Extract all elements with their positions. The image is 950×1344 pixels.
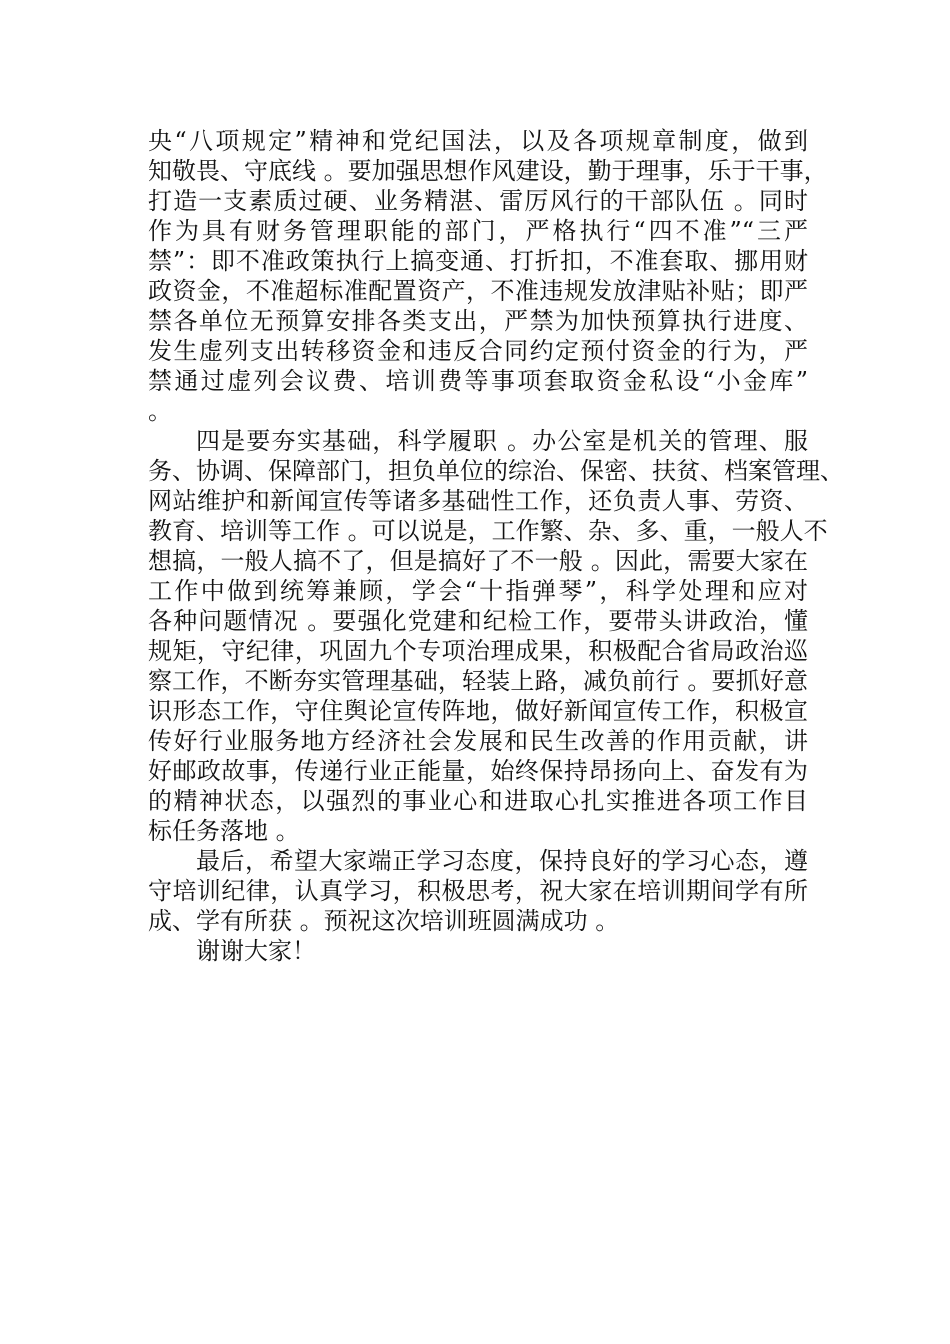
- text-line: 作为具有财务管理职能的部门，严格执行“四不准”“三严: [148, 217, 808, 245]
- text-line: 知敬畏、守底线 。要加强思想作风建设，勤于理事，乐于干事，: [148, 157, 828, 185]
- body-text: [148, 126, 844, 966]
- text-line: 各种问题情况 。要强化党建和纪检工作，要带头讲政治，懂: [148, 607, 808, 635]
- paragraph-start-line: 最后，希望大家端正学习态度，保持良好的学习心态，遵: [196, 847, 808, 875]
- text-line: 规矩，守纪律，巩固九个专项治理成果，积极配合省局政治巡: [148, 637, 808, 665]
- text-line: 禁各单位无预算安排各类支出，严禁为加快预算执行进度、: [148, 307, 808, 335]
- text-line: 教育、培训等工作 。可以说是，工作繁、杂、多、重，一般人不: [148, 517, 828, 545]
- text-line: 打造一支素质过硬、业务精湛、雷厉风行的干部队伍 。同时: [148, 187, 808, 215]
- text-line: 政资金，不准超标准配置资产，不准违规发放津贴补贴；即严: [148, 277, 808, 305]
- text-line: 发生虚列支出转移资金和违反合同约定预付资金的行为，严: [148, 337, 808, 365]
- text-line: 传好行业服务地方经济社会发展和民生改善的作用贡献，讲: [148, 727, 808, 755]
- text-line: 察工作，不断夯实管理基础，轻装上路，减负前行 。要抓好意: [148, 667, 808, 695]
- text-line: 标任务落地 。: [148, 817, 300, 845]
- text-line: 网站维护和新闻宣传等诸多基础性工作，还负责人事、劳资、: [148, 487, 808, 515]
- text-line: 守培训纪律，认真学习，积极思考，祝大家在培训期间学有所: [148, 877, 808, 905]
- paragraph-start-line: 四是要夯实基础，科学履职 。办公室是机关的管理、服: [196, 427, 808, 455]
- text-line: 工作中做到统筹兼顾，学会“十指弹琴”，科学处理和应对: [148, 577, 808, 605]
- text-line: 务、协调、保障部门，担负单位的综治、保密、扶贫、档案管理、: [148, 457, 844, 485]
- text-line: 禁通过虚列会议费、培训费等事项套取资金私设“小金库”: [148, 367, 808, 395]
- closing-line: 谢谢大家！: [196, 937, 316, 965]
- text-line: 识形态工作，守住舆论宣传阵地，做好新闻宣传工作，积极宣: [148, 697, 808, 725]
- text-line: 成、学有所获 。预祝这次培训班圆满成功 。: [148, 907, 620, 935]
- text-line: 的精神状态，以强烈的事业心和进取心扎实推进各项工作目: [148, 787, 808, 815]
- text-line: 禁”：即不准政策执行上搞变通、打折扣，不准套取、挪用财: [148, 247, 808, 275]
- text-line: 央“八项规定”精神和党纪国法，以及各项规章制度，做到: [148, 127, 808, 155]
- text-line: 想搞，一般人搞不了，但是搞好了不一般 。因此，需要大家在: [148, 547, 808, 575]
- text-line: 好邮政故事，传递行业正能量，始终保持昂扬向上、奋发有为: [148, 757, 808, 785]
- text-line: 。: [148, 397, 172, 425]
